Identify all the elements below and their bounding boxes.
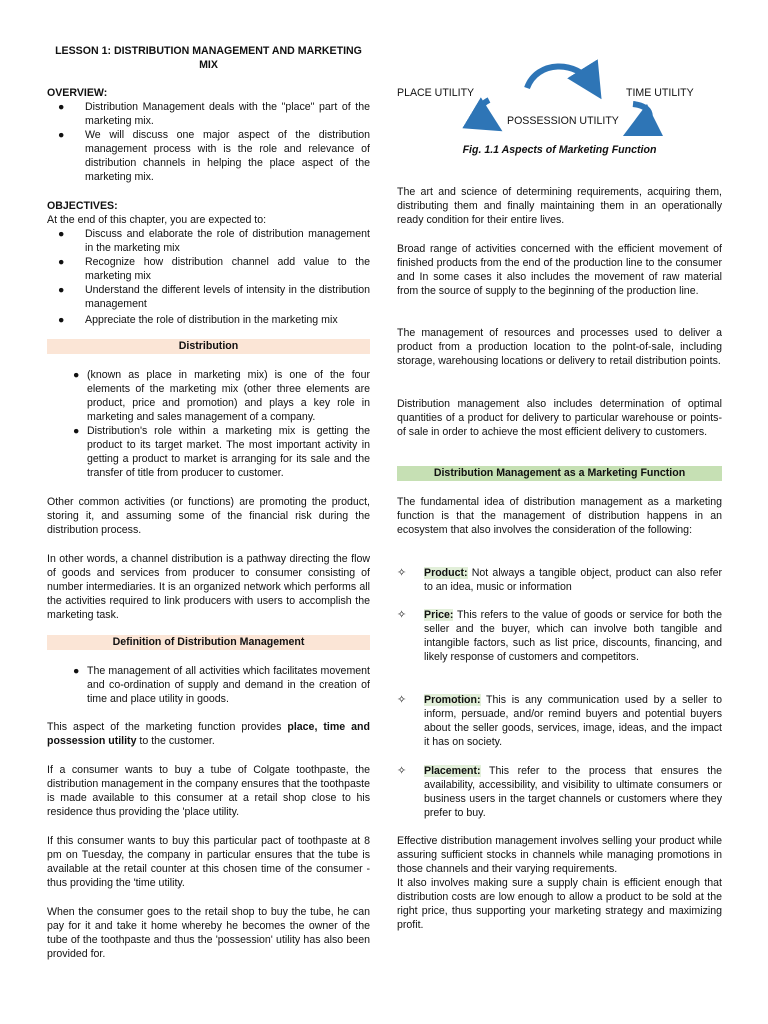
marketing-function-intro: The fundamental idea of distribution management as a marketing function is that the management of distribution happens in an ecosystem that also involves the consideration of the following:	[397, 496, 722, 536]
bullet-icon: ●	[58, 101, 65, 113]
lesson-title-line1: LESSON 1: DISTRIBUTION MANAGEMENT AND MARKETING	[55, 45, 362, 57]
list-item-promotion: ✧ Promotion: This is any communication used by a seller to inform, persuade, and/or remind buyers and potential buyers about the seller goods, services, image, ideas, and the impact it has on society.	[397, 694, 722, 748]
list-item: ● We will discuss one major aspect of the distribution management process with is the role and relevance of distribution channels in helping the place aspect of the marketing mix.	[58, 129, 370, 183]
arrow-left-icon	[480, 100, 489, 122]
right-paragraph-3: The management of resources and processes used to deliver a product from a production location to the polnt-of-sale, including storage, warehousing locations or delivery to retail distribution points.	[397, 327, 722, 367]
diamond-bullet-icon: ✧	[397, 765, 407, 777]
diamond-bullet-icon: ✧	[397, 609, 407, 621]
bullet-icon: ●	[58, 256, 65, 268]
list-item: ● Understand the different levels of intensity in the distribution management	[58, 284, 370, 310]
possession-utility-paragraph: When the consumer goes to the retail shop to buy the tube, he can pay for it and take it home whereby he becomes the owner of the tube of the toothpaste and thus the 'possession' utility has also been provided for.	[47, 906, 370, 960]
right-paragraph-2: Broad range of activities concerned with the efficient movement of finished products from the end of the production line to the consumer and In some cases it also includes the movement of raw material from the source of supply to the beginning of the production line.	[397, 243, 722, 297]
arrow-right-icon	[633, 104, 650, 128]
definition-heading: Definition of Distribution Management	[47, 635, 370, 650]
definition-list	[47, 664, 370, 706]
time-utility-label: TIME UTILITY	[626, 87, 694, 99]
list-item-product: ✧ Product: Not always a tangible object, product can also refer to an idea, music or information	[397, 567, 722, 593]
bullet-icon: ●	[73, 425, 80, 437]
figure-caption: Fig. 1.1 Aspects of Marketing Function	[462, 144, 657, 156]
bullet-icon: ●	[58, 314, 65, 326]
closing-paragraph-1: Effective distribution management involves selling your product while assuring sufficient stocks in channels while managing promotions in those channels and their varying requirements.	[397, 835, 722, 875]
objectives-list	[47, 227, 370, 327]
list-item: ● Appreciate the role of distribution in the marketing mix	[58, 314, 338, 326]
bullet-icon: ●	[73, 369, 80, 381]
distribution-heading: Distribution	[47, 339, 370, 354]
lesson-title	[47, 44, 370, 72]
marketing-function-heading: Distribution Management as a Marketing Function	[397, 466, 722, 481]
list-item-placement: ✧ Placement: This refer to the process that ensures the availability, accessibility, and visibility to ultimate consumers or business users in the target channels or customers where they prefer to buy.	[397, 765, 722, 819]
objectives-intro: At the end of this chapter, you are expected to:	[47, 214, 267, 226]
right-paragraph-1: The art and science of determining requirements, acquiring them, distributing them and finally maintaining them in an operationally ready condition for their entire lives.	[397, 186, 722, 226]
place-utility-label: PLACE UTILITY	[397, 87, 475, 99]
diamond-bullet-icon: ✧	[397, 694, 407, 706]
utility-figure	[397, 56, 722, 160]
list-item: ● Distribution Management deals with the "place" part of the marketing mix.	[58, 101, 370, 127]
utility-paragraph: This aspect of the marketing function provides place, time and possession utility to the customer.	[47, 721, 370, 747]
arrow-top-icon	[527, 66, 592, 88]
place-utility-paragraph: If a consumer wants to buy a tube of Colgate toothpaste, the distribution management in the company ensures that the toothpaste is made available to this consumer at a retail shop close to his residence thus providing the 'place utility.	[47, 764, 370, 818]
closing-paragraph-2: It also involves making sure a supply chain is efficient enough that distribution costs are low enough to allow a product to be sold at the right price, thus supporting your marketing strategy and maximizing profit.	[397, 877, 722, 931]
bullet-icon: ●	[58, 228, 65, 240]
distribution-list	[47, 368, 370, 480]
overview-heading: OVERVIEW:	[47, 87, 108, 99]
utility-bold-text: place, time and possession utility	[47, 721, 370, 747]
bullet-icon: ●	[73, 665, 80, 677]
overview-list	[47, 100, 370, 184]
distribution-paragraph-2: In other words, a channel distribution is a pathway directing the flow of goods and services from producer to consumer consisting of number intermediaries. It is an organized network which performs all the activities required to link producers with users to accomplish the marketing task.	[47, 553, 370, 621]
list-item: ● Recognize how distribution channel add value to the marketing mix	[58, 256, 370, 282]
lesson-title-line2: MIX	[199, 59, 218, 71]
list-item: ● The management of all activities which facilitates movement and co-ordination of supply and demand in the creation of time and place utility in goods.	[73, 665, 370, 705]
list-item-price: ✧ Price: This refers to the value of goods or service for both the seller and the buyer, which can involve both tangible and intangible factors, such as list price, discounts, financing, and likely response of customers and competitors.	[397, 609, 722, 663]
distribution-paragraph-1: Other common activities (or functions) are promoting the product, storing it, and assuming some of the financial risk during the distribution process.	[47, 496, 370, 536]
bullet-icon: ●	[58, 129, 65, 141]
possession-utility-label: POSSESSION UTILITY	[507, 115, 619, 127]
list-item: ● Discuss and elaborate the role of distribution management in the marketing mix	[58, 228, 370, 254]
bullet-icon: ●	[58, 284, 65, 296]
diamond-bullet-icon: ✧	[397, 567, 407, 579]
right-paragraph-4: Distribution management also includes determination of optimal quantities of a product for delivery to particular warehouse or points-of sale in order to achieve the most efficient delivery to customers.	[397, 398, 722, 438]
list-item: ● (known as place in marketing mix) is one of the four elements of the marketing mix (other three elements are product, price and promotion) and plays a key role in marketing and sales management of a company.	[73, 369, 370, 423]
objectives-heading: OBJECTIVES:	[47, 200, 118, 212]
time-utility-paragraph: If this consumer wants to buy this particular pact of toothpaste at 8 pm on Tuesday, the company in particular ensures that the tube is available at the retail counter at this chosen time of the consumer - thus providing the 'time utility.	[47, 835, 370, 889]
list-item: ● Distribution's role within a marketing mix is getting the product to its target market. The most important activity in getting a product to market is arranging for its sale and the transfer of title from producer to customer.	[73, 425, 370, 479]
utility-arrows	[397, 56, 722, 136]
